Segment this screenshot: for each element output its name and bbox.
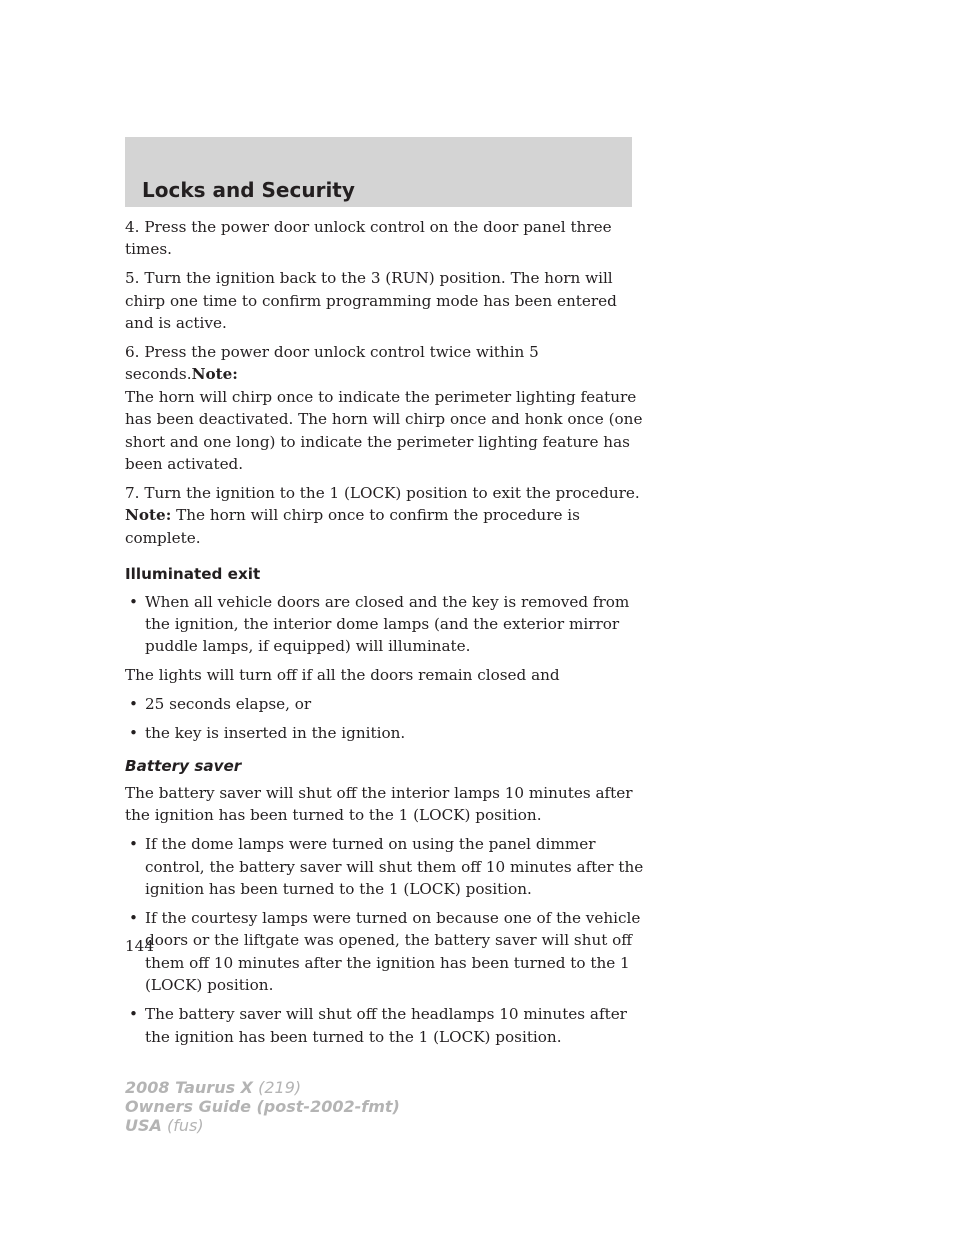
footer-market-code: (fus): [167, 1116, 204, 1135]
step-6-note-text: The horn will chirp once to indicate the perimeter lighting feature has been deactivated. The horn will chirp once and honk once (one short and one long) to indicate the perimeter lighting feature has been activated.: [125, 387, 643, 474]
bullet-text: If the courtesy lamps were turned on because one of the vehicle doors or the liftgate was opened, the battery saver will shut off them off 10 minutes after the ignition has been turned to the 1 (LOCK) position.: [145, 908, 641, 995]
document-footer: [125, 1078, 400, 1135]
step-6-note-label: Note:: [191, 365, 238, 384]
bullet-text: the key is inserted in the ignition.: [145, 724, 406, 743]
bullet-text: 25 seconds elapse, or: [145, 695, 312, 714]
step-6: [125, 341, 645, 475]
footer-line-3: [125, 1116, 400, 1135]
bullet-icon: •: [129, 592, 138, 611]
illuminated-exit-heading: Illuminated exit: [125, 565, 261, 584]
list-item: [125, 833, 645, 900]
battery-saver-heading: Battery saver: [125, 756, 242, 775]
step-7-note-label: Note:: [125, 506, 172, 525]
bullet-text: When all vehicle doors are closed and the key is removed from the ignition, the interior dome lamps (and the exterior mirror puddle lamps, if equipped) will illuminate.: [145, 592, 630, 656]
list-item: [125, 591, 645, 658]
list-item: [125, 693, 645, 715]
section-title: Locks and Security: [142, 178, 355, 202]
bullet-icon: •: [129, 724, 138, 743]
page-content: [125, 216, 645, 1054]
step-4: 4. Press the power door unlock control on the door panel three times.: [125, 218, 612, 259]
footer-model: 2008 Taurus X: [125, 1078, 254, 1097]
bullet-icon: •: [129, 1005, 138, 1024]
list-item: [125, 907, 645, 997]
battery-saver-intro: The battery saver will shut off the interior lamps 10 minutes after the ignition has been turned to the 1 (LOCK) position.: [125, 783, 633, 825]
bullet-icon: •: [129, 835, 138, 854]
footer-line-1: [125, 1078, 400, 1097]
footer-market: USA: [125, 1116, 162, 1135]
step-5: 5. Turn the ignition back to the 3 (RUN) position. The horn will chirp one time to confirm programming mode has been entered and is active.: [125, 269, 617, 333]
step-7-text: 7. Turn the ignition to the 1 (LOCK) position to exit the procedure.: [125, 483, 640, 502]
section-header-band: [125, 137, 632, 207]
bullet-text: The battery saver will shut off the headlamps 10 minutes after the ignition has been turned to the 1 (LOCK) position.: [145, 1005, 627, 1046]
bullet-text: If the dome lamps were turned on using the panel dimmer control, the battery saver will shut them off 10 minutes after the ignition has been turned to the 1 (LOCK) position.: [145, 835, 644, 899]
step-7: [125, 482, 645, 549]
footer-model-code: (219): [258, 1078, 302, 1097]
list-item: [125, 722, 645, 744]
bullet-icon: •: [129, 908, 138, 927]
step-6-text: 6. Press the power door unlock control twice within 5 seconds.: [125, 343, 539, 384]
footer-line-2: [125, 1097, 400, 1116]
bullet-icon: •: [129, 695, 138, 714]
footer-guide: Owners Guide (post-2002-fmt): [125, 1097, 400, 1116]
page-number: 144: [125, 937, 154, 955]
illuminated-exit-intro: The lights will turn off if all the doors remain closed and: [125, 666, 560, 685]
step-7-note-text: The horn will chirp once to confirm the procedure is complete.: [125, 506, 580, 547]
list-item: [125, 1003, 645, 1048]
